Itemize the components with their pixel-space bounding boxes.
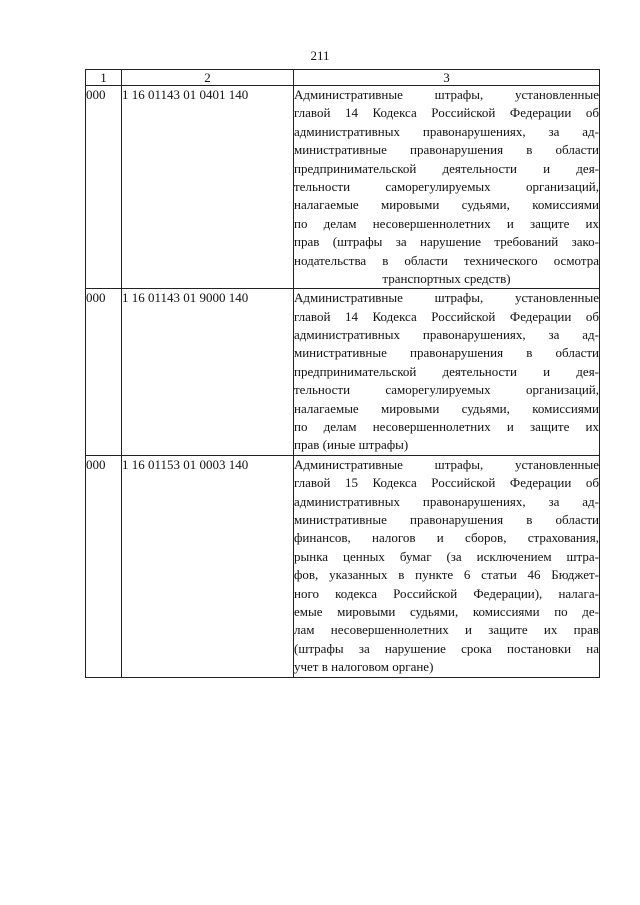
description-cell [294,289,600,456]
description-line: фов, указанных в пункте 6 статьи 46 Бюджет- [294,567,599,583]
admin-code-cell: 000 [86,289,122,456]
description-line: (штрафы за нарушение срока постановки на [294,640,599,656]
description-line: налагаемые мировыми судьями, комиссиями [294,400,599,416]
description-cell [294,86,600,289]
column-header-2: 2 [122,70,294,86]
table-row [86,455,600,677]
description-line: предпринимательской деятельности и дея- [294,363,599,379]
description-line: нодательства в области технического осмотра [294,252,599,268]
description-line: по делам несовершеннолетних и защите их [294,215,599,231]
column-header-1: 1 [86,70,122,86]
admin-code-cell: 000 [86,86,122,289]
description-line: административных правонарушениях, за ад- [294,493,599,509]
kbk-code-cell: 1 16 01153 01 0003 140 [122,455,294,677]
description-line: тельности саморегулируемых организаций, [294,178,599,194]
column-header-3: 3 [294,70,600,86]
description-line: учет в налоговом органе) [294,659,434,675]
table-row [86,289,600,456]
description-line: прав (иные штрафы) [294,437,409,453]
description-line: министративные правонарушения в области [294,345,599,361]
description-line: министративные правонарушения в области [294,511,599,527]
description-line: главой 14 Кодекса Российской Федерации об [294,308,599,324]
description-line: ного кодекса Российской Федерации), налага- [294,585,599,601]
admin-code-cell: 000 [86,455,122,677]
description-line: главой 14 Кодекса Российской Федерации об [294,105,599,121]
description-line: Административные штрафы, установленные [294,456,599,472]
description-line: лам несовершеннолетних и защите их прав [294,622,599,638]
budget-classification-table [85,69,600,678]
description-line: налагаемые мировыми судьями, комиссиями [294,197,599,213]
description-line: тельности саморегулируемых организаций, [294,382,599,398]
description-cell [294,455,600,677]
description-line: транспортных средств) [382,270,511,286]
description-line: административных правонарушениях, за ад- [294,327,599,343]
description-line: прав (штрафы за нарушение требований зако- [294,234,599,250]
description-line: Административные штрафы, установленные [294,290,599,306]
description-line: рынка ценных бумаг (за исключением штра- [294,548,599,564]
description-line: финансов, налогов и сборов, страхования, [294,530,599,546]
description-line: министративные правонарушения в области [294,142,599,158]
page-number: 211 [310,48,330,63]
kbk-code-cell: 1 16 01143 01 0401 140 [122,86,294,289]
table-header-row [86,70,600,86]
description-line: Административные штрафы, установленные [294,87,599,102]
table-row [86,86,600,289]
description-line: административных правонарушениях, за ад- [294,123,599,139]
description-line: емые мировыми судьями, комиссиями по де- [294,603,599,619]
description-line: по делам несовершеннолетних и защите их [294,419,599,435]
description-line: предпринимательской деятельности и дея- [294,160,599,176]
description-line: главой 15 Кодекса Российской Федерации об [294,475,599,491]
kbk-code-cell: 1 16 01143 01 9000 140 [122,289,294,456]
